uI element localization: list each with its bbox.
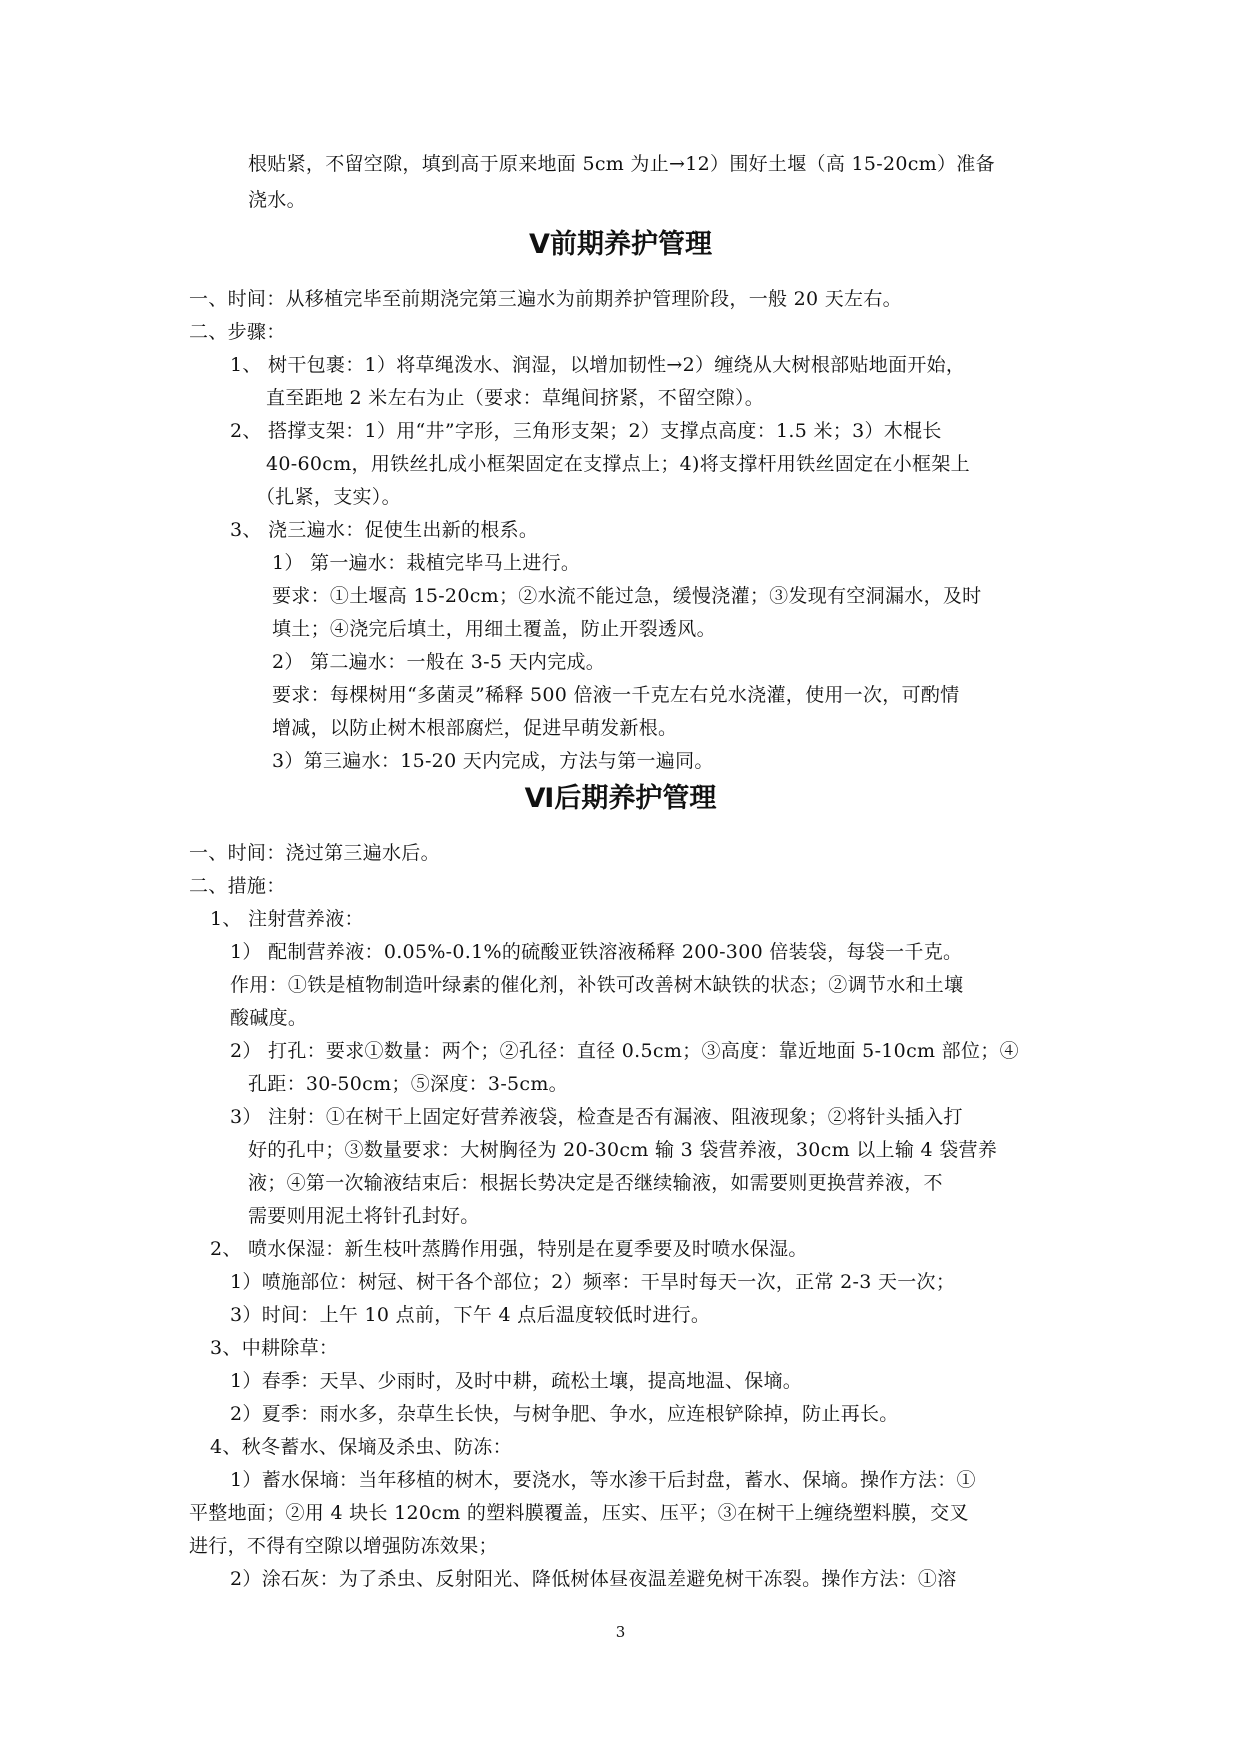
s6-m1-effect-2: 酸碱度。 bbox=[230, 1007, 308, 1029]
s5-step1-b: 直至距地 2 米左右为止（要求：草绳间挤紧，不留空隙）。 bbox=[266, 387, 765, 409]
s6-m1-prepare: 1） 配制营养液：0.05%-0.1%的硫酸亚铁溶液稀释 200-300 倍装袋，每袋一千克。 bbox=[230, 941, 963, 963]
page-number: 3 bbox=[615, 1623, 626, 1641]
s6-m1-inject-1: 3） 注射：①在树干上固定好营养液袋，检查是否有漏液、阻液现象；②将针头插入打 bbox=[230, 1106, 963, 1128]
s5-water2-req-1: 要求：每棵树用“多菌灵”稀释 500 倍液一千克左右兑水浇灌，使用一次，可酌情 bbox=[272, 684, 960, 706]
s6-m4-b-1: 2）涂石灰：为了杀虫、反射阳光、降低树体昼夜温差避免树干冻裂。操作方法：①溶 bbox=[230, 1568, 957, 1590]
s6-m2-a: 1）喷施部位：树冠、树干各个部位；2）频率：干旱时每天一次，正常 2-3 天一次； bbox=[230, 1271, 956, 1293]
s5-water1-req-1: 要求：①土堰高 15-20cm；②水流不能过急，缓慢浇灌；③发现有空洞漏水，及时 bbox=[272, 585, 982, 607]
s6-m1-inject-4: 需要则用泥土将针孔封好。 bbox=[248, 1205, 480, 1227]
s6-m3-b: 2）夏季：雨水多，杂草生长快，与树争肥、争水，应连根铲除掉，防止再长。 bbox=[230, 1403, 899, 1425]
s6-m1-drill-2: 孔距：30-50cm；⑤深度：3-5cm。 bbox=[248, 1073, 568, 1095]
s6-m4-a-1: 1）蓄水保墒：当年移植的树木，要浇水，等水渗干后封盘，蓄水、保墒。操作方法：① bbox=[230, 1469, 976, 1491]
s6-time: 一、时间：浇过第三遍水后。 bbox=[189, 842, 440, 864]
intro-line-1: 根贴紧，不留空隙，填到高于原来地面 5cm 为止→12）围好土堰（高 15-20cm）准备 bbox=[248, 153, 995, 175]
s5-step2-c: （扎紧，支实）。 bbox=[256, 486, 401, 508]
section-5-heading: Ⅴ前期养护管理 bbox=[529, 229, 712, 260]
s6-m2-b: 3）时间：上午 10 点前，下午 4 点后温度较低时进行。 bbox=[230, 1304, 711, 1326]
s6-m1-drill-1: 2） 打孔：要求①数量：两个；②孔径：直径 0.5cm；③高度：靠近地面 5-10cm 部位；④ bbox=[230, 1040, 1019, 1062]
s5-step2-a: 2、 搭撑支架：1）用“井”字形，三角形支架；2）支撑点高度：1.5 米；3）木棍长 bbox=[230, 420, 942, 442]
s6-m3-a: 1）春季：天旱、少雨时，及时中耕，疏松土壤，提高地温、保墒。 bbox=[230, 1370, 803, 1392]
s5-water2-req-2: 增减，以防止树木根部腐烂，促进早萌发新根。 bbox=[272, 717, 678, 739]
section-6-heading: Ⅵ后期养护管理 bbox=[524, 783, 717, 814]
s6-m1-inject-3: 液；④第一次输液结束后：根据长势决定是否继续输液，如需要则更换营养液，不 bbox=[248, 1172, 943, 1194]
s5-time: 一、时间：从移植完毕至前期浇完第三遍水为前期养护管理阶段，一般 20 天左右。 bbox=[189, 288, 902, 310]
s5-steps: 二、步骤： bbox=[189, 321, 286, 343]
s6-m1-effect-1: 作用：①铁是植物制造叶绿素的催化剂，补铁可改善树木缺铁的状态；②调节水和土壤 bbox=[230, 974, 964, 996]
s5-water1-req-2: 填土；④浇完后填土，用细土覆盖，防止开裂透风。 bbox=[272, 618, 716, 640]
s6-measures: 二、措施： bbox=[189, 875, 286, 897]
s6-m2: 2、 喷水保湿：新生枝叶蒸腾作用强，特别是在夏季要及时喷水保湿。 bbox=[210, 1238, 808, 1260]
s5-step3: 3、 浇三遍水：促使生出新的根系。 bbox=[230, 519, 539, 541]
s6-m1-inject-2: 好的孔中；③数量要求：大树胸径为 20-30cm 输 3 袋营养液，30cm 以上输 4 袋营养 bbox=[248, 1139, 998, 1161]
s5-water1: 1） 第一遍水：栽植完毕马上进行。 bbox=[272, 552, 581, 574]
s6-m3: 3、中耕除草： bbox=[210, 1337, 339, 1359]
s5-water2: 2） 第二遍水：一般在 3-5 天内完成。 bbox=[272, 651, 606, 673]
s6-m1: 1、 注射营养液： bbox=[210, 908, 364, 930]
s6-m4-a-3: 进行，不得有空隙以增强防冻效果； bbox=[189, 1535, 498, 1557]
s5-step1-a: 1、 树干包裹：1）将草绳泼水、润湿，以增加韧性→2）缠绕从大树根部贴地面开始， bbox=[230, 354, 966, 376]
intro-line-2: 浇水。 bbox=[248, 189, 306, 211]
s5-water3: 3）第三遍水：15-20 天内完成，方法与第一遍同。 bbox=[272, 750, 714, 772]
s6-m4-a-2: 平整地面；②用 4 块长 120cm 的塑料膜覆盖，压实、压平；③在树干上缠绕塑料膜，交叉 bbox=[189, 1502, 969, 1524]
s6-m4: 4、秋冬蓄水、保墒及杀虫、防冻： bbox=[210, 1436, 512, 1458]
s5-step2-b: 40-60cm，用铁丝扎成小框架固定在支撑点上；4)将支撑杆用铁丝固定在小框架上 bbox=[266, 453, 970, 475]
